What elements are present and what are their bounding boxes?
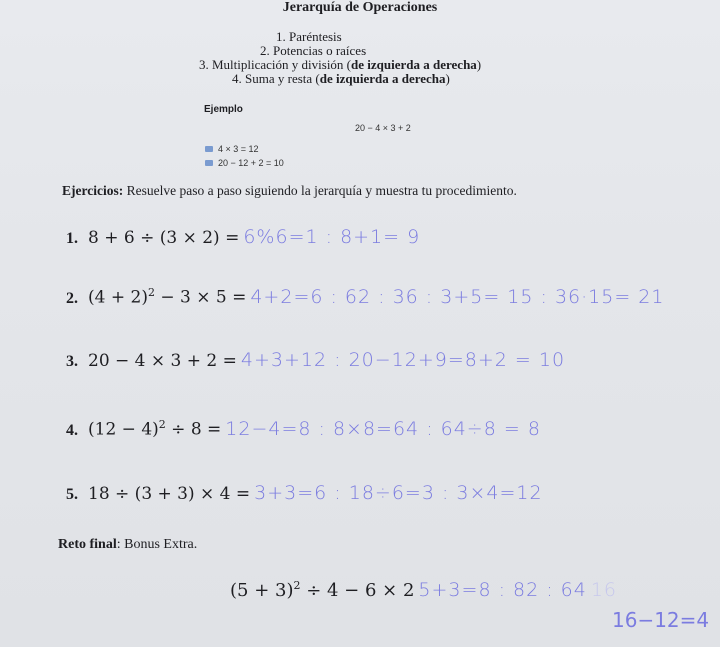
exercise-4: 4. $(12 - 4)^2 \div 8$ = 12−4=8 : 8×8=64 : 64÷8 = 8	[66, 418, 541, 440]
handwritten-answer: 12−4=8 : 8×8=64 : 64÷8 = 8	[225, 418, 541, 440]
example-step-2: 20 − 12 + 2 = 10	[205, 158, 284, 168]
handwritten-answer: 4+3+12 : 20−12+9=8+2 = 10	[240, 349, 566, 371]
handwritten-answer: 4+2=6 : 62 : 36 : 3+5= 15 : 36·15= 21	[250, 286, 665, 308]
example-label: Ejemplo	[204, 104, 243, 115]
handwritten-answer: 5+3=8 : 82 : 64	[418, 579, 587, 601]
checkbox-icon	[205, 146, 213, 152]
final-challenge-label: Reto final: Bonus Extra.	[58, 537, 198, 552]
handwritten-answer: 3+3=6 : 18÷6=3 : 3×4=12	[254, 482, 543, 504]
rule-3: 3. Multiplicación y división (de izquierda a derecha)	[199, 57, 482, 72]
example-step-1: 4 × 3 = 12	[205, 144, 259, 154]
faint-answer: 16	[590, 579, 618, 601]
exercise-3: 3. 20 − 4 × 3 + 2 = 4+3+12 : 20−12+9=8+2 = 10	[66, 349, 566, 371]
instructions: Ejercicios: Resuelve paso a paso siguiendo la jerarquía y muestra tu procedimiento.	[62, 183, 517, 198]
final-challenge: $(5 + 3)^2 \div 4 - 6 \times 2$ 5+3=8 : 82 : 64 16	[230, 579, 618, 601]
checkbox-icon	[205, 160, 213, 166]
exercise-1: 1. 8 + 6 ÷ (3 × 2) = 6%6=1 : 8+1= 9	[66, 226, 421, 248]
page-title: Jerarquía de Operaciones	[282, 0, 438, 15]
rule-4: 4. Suma y resta (de izquierda a derecha)	[232, 71, 450, 86]
handwritten-answer-2: 16−12=4	[612, 608, 710, 632]
exercise-5: 5. 18 ÷ (3 + 3) × 4 = 3+3=6 : 18÷6=3 : 3×4=12	[66, 482, 543, 504]
rule-2: 2. Potencias o raíces	[260, 43, 367, 58]
exercise-2: 2. $(4 + 2)^2 - 3 \times 5$ = 4+2=6 : 62 : 36 : 3+5= 15 : 36·15= 21	[66, 286, 665, 308]
rule-1: 1. Paréntesis	[276, 29, 342, 44]
example-expression: 20 − 4 × 3 + 2	[355, 123, 411, 133]
handwritten-answer: 6%6=1 : 8+1= 9	[243, 226, 421, 248]
